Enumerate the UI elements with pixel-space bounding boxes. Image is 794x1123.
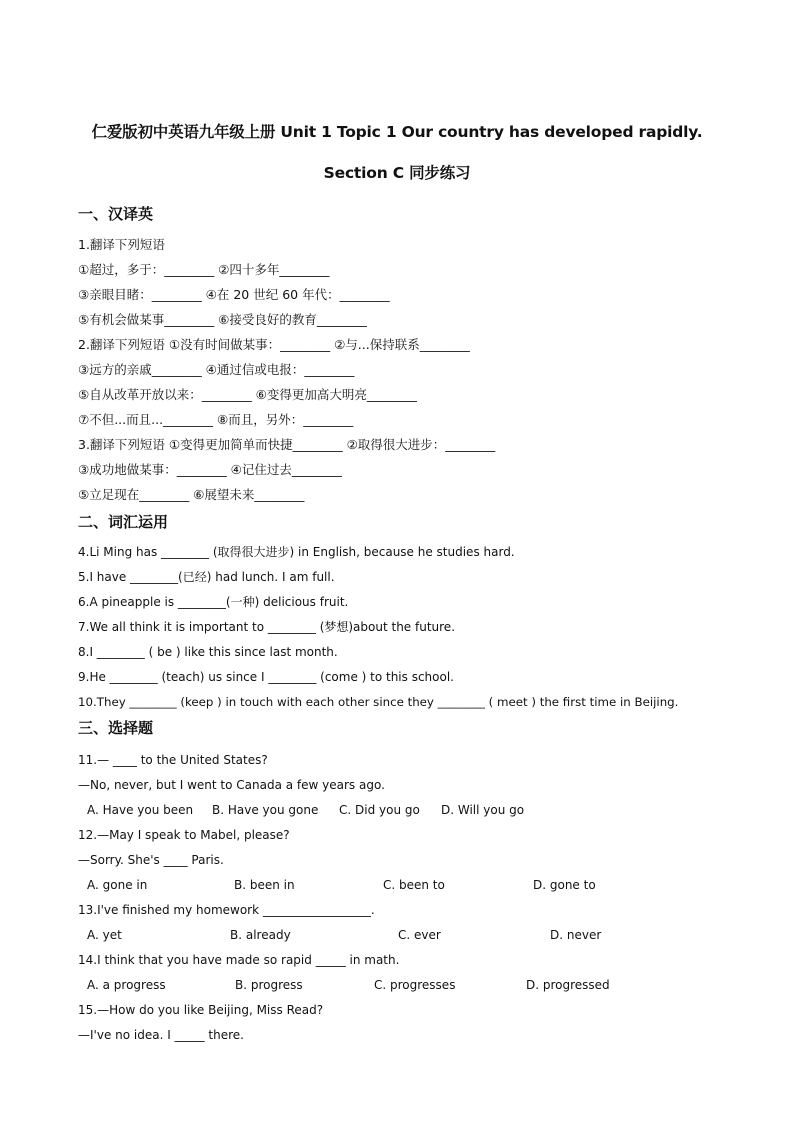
question-7: 7.We all think it is important to ________ (梦想)about the future. bbox=[78, 620, 456, 634]
q13-option-c[interactable]: C. ever bbox=[398, 928, 441, 942]
exercise-line: 3.翻译下列短语 ①变得更加简单而快捷________ ②取得很大进步：________ bbox=[78, 437, 496, 452]
q14-option-b[interactable]: B. progress bbox=[235, 978, 303, 992]
question-11-stem: 11.— ____ to the United States? bbox=[78, 753, 268, 767]
page-title: 仁爱版初中英语九年级上册 Unit 1 Topic 1 Our country has developed rapidly. bbox=[91, 123, 703, 141]
question-15-stem: 15.—How do you like Beijing, Miss Read? bbox=[78, 1003, 324, 1017]
q14-option-c[interactable]: C. progresses bbox=[374, 978, 456, 992]
q14-option-a[interactable]: A. a progress bbox=[87, 978, 166, 992]
question-13-stem: 13.I've finished my homework __________________. bbox=[78, 903, 375, 917]
q12-option-c[interactable]: C. been to bbox=[383, 878, 445, 892]
section-heading-translation: 一、汉译英 bbox=[78, 205, 154, 223]
exercise-line: ⑤立足现在________ ⑥展望未来________ bbox=[78, 487, 305, 502]
q11-option-c[interactable]: C. Did you go bbox=[339, 803, 420, 817]
question-11-reply: —No, never, but I went to Canada a few years ago. bbox=[78, 778, 385, 792]
page-subtitle: Section C 同步练习 bbox=[323, 164, 471, 182]
q12-option-d[interactable]: D. gone to bbox=[533, 878, 596, 892]
q13-option-d[interactable]: D. never bbox=[550, 928, 602, 942]
exercise-line: ⑤自从改革开放以来：________ ⑥变得更加高大明亮________ bbox=[78, 387, 417, 402]
question-14-stem: 14.I think that you have made so rapid _____ in math. bbox=[78, 953, 400, 967]
question-5: 5.I have ________(已经) had lunch. I am full. bbox=[78, 570, 335, 584]
exercise-line: ③成功地做某事：________ ④记住过去________ bbox=[78, 462, 342, 477]
question-12-reply: —Sorry. She's ____ Paris. bbox=[78, 853, 224, 867]
question-12-stem: 12.—May I speak to Mabel, please? bbox=[78, 828, 290, 842]
question-8: 8.I ________ ( be ) like this since last month. bbox=[78, 645, 338, 659]
question-9: 9.He ________ (teach) us since I ________ (come ) to this school. bbox=[78, 670, 454, 684]
q14-option-d[interactable]: D. progressed bbox=[526, 978, 610, 992]
exercise-line: 1.翻译下列短语 bbox=[78, 237, 165, 252]
q13-option-a[interactable]: A. yet bbox=[87, 928, 122, 942]
exercise-line: 2.翻译下列短语 ①没有时间做某事：________ ②与...保持联系________ bbox=[78, 337, 470, 352]
exercise-line: ①超过，多于：________ ②四十多年________ bbox=[78, 262, 330, 277]
q12-option-a[interactable]: A. gone in bbox=[87, 878, 148, 892]
q11-option-a[interactable]: A. Have you been bbox=[87, 803, 194, 817]
q11-option-d[interactable]: D. Will you go bbox=[441, 803, 525, 817]
q12-option-b[interactable]: B. been in bbox=[234, 878, 295, 892]
section-heading-multiple-choice: 三、选择题 bbox=[78, 719, 154, 737]
exercise-line: ③亲眼目睹：________ ④在 20 世纪 60 年代：________ bbox=[78, 287, 390, 302]
question-10: 10.They ________ (keep ) in touch with each other since they ________ ( meet ) the first time in Beijing. bbox=[78, 695, 679, 709]
q13-option-b[interactable]: B. already bbox=[230, 928, 291, 942]
question-15-reply: —I've no idea. I _____ there. bbox=[78, 1028, 244, 1042]
question-6: 6.A pineapple is ________(一种) delicious fruit. bbox=[78, 595, 349, 609]
section-heading-vocabulary: 二、词汇运用 bbox=[78, 513, 169, 531]
exercise-line: ③远方的亲戚________ ④通过信或电报：________ bbox=[78, 362, 355, 377]
exercise-line: ⑤有机会做某事________ ⑥接受良好的教育________ bbox=[78, 312, 367, 327]
q11-option-b[interactable]: B. Have you gone bbox=[212, 803, 319, 817]
exercise-line: ⑦不但...而且...________ ⑧而且，另外：________ bbox=[78, 412, 354, 427]
question-4: 4.Li Ming has ________ (取得很大进步) in English, because he studies hard. bbox=[78, 545, 515, 559]
